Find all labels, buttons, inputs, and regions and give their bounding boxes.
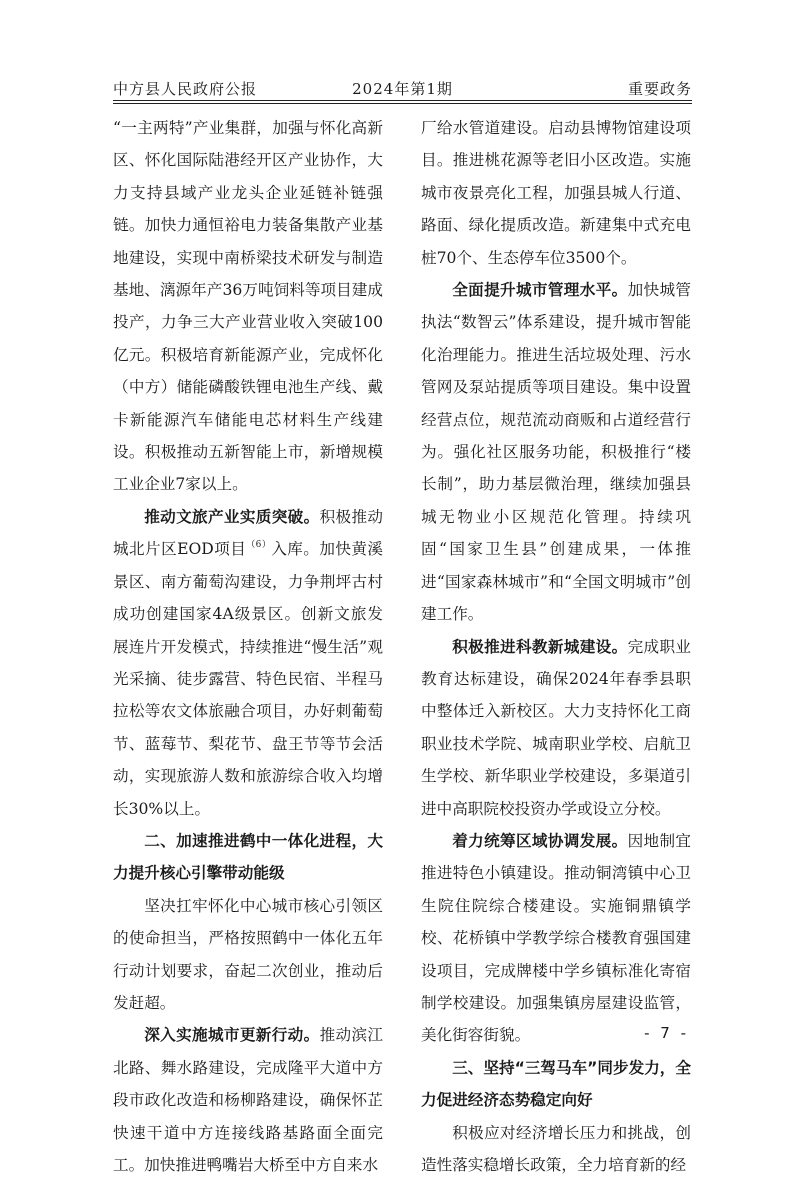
paragraph: 坚决扛牢怀化中心城市核心引领区的使命担当，严格按照鹤中一体化五年行动计划要求，奋起二次创业，推动后发赶超。 <box>113 896 383 1012</box>
section-heading: 三、坚持“三驾马车”同步发力，全力促进经济态势稳定向好 <box>421 1058 691 1110</box>
paragraph <box>421 631 691 825</box>
running-header <box>113 74 692 100</box>
paragraph-text: 入库。加快黄溪景区、南方葡萄沟建设，力争荆坪古村成功创建国家4A级景区。创新文旅发展连片开发模式，持续推进“慢生活”观光采摘、徒步露营、特色民宿、半程马拉松等农文体旅融合项目，办好刺葡萄节、蓝莓节、梨花节、盘王节等节会活动，实现旅游人数和旅游综合收入均增长30%以上。 <box>113 540 383 818</box>
section-heading: 二、加速推进鹤中一体化进程，大力提升核心引擎带动能级 <box>113 831 383 883</box>
paragraph: 积极应对经济增长压力和挑战，创造性落实稳增长政策，全力培育新的经 <box>421 1123 691 1174</box>
paragraph <box>113 1019 383 1181</box>
paragraph: “一主两特”产业集群，加强与怀化高新区、怀化国际陆港经开区产业协作，大力支持县域产业龙头企业延链补链强链。加快力通恒裕电力装备集散产业基地建设，实现中南桥梁技术研发与制造基地、漓源年产36万吨饲料等项目建成投产，力争三大产业营业收入突破100亿元。积极培育新能源产业，完成怀化（中方）储能磷酸铁锂电池生产线、戴卡新能源汽车储能电芯材料生产线建设。积极推动五新智能上市，新增规模工业企业7家以上。 <box>113 119 383 494</box>
paragraph-text: 积极推动城北片区EOD项目 <box>113 507 383 559</box>
footnote-marker: （6） <box>246 540 272 551</box>
paragraph-lead: 全面提升城市管理水平。 <box>452 281 628 300</box>
paragraph: 厂给水管道建设。启动县博物馆建设项目。推进桃花源等老旧小区改造。实施城市夜景亮化工程，加强县城人行道、路面、绿化提质改造。新建集中式充电桩70个、生态停车位3500个。 <box>421 119 691 267</box>
page-number: - 7 - <box>644 1024 689 1042</box>
header-rule <box>113 100 692 101</box>
paragraph-lead: 推动文旅产业实质突破。 <box>144 507 320 526</box>
paragraph <box>421 274 691 630</box>
paragraph-text: 加快城管执法“数智云”体系建设，提升城市智能化治理能力。推进生活垃圾处理、污水管网及泵站提质等项目建设。集中设置经营点位，规范流动商贩和占道经营行为。强化社区服务功能，积极推行“楼长制”，助力基层微治理，继续加强县城无物业小区规范化管理。持续巩固“国家卫生县”创建成果，一体推进“国家森林城市”和“全国文明城市”创建工作。 <box>421 281 691 624</box>
left-column <box>113 112 383 1181</box>
paragraph-lead: 深入实施城市更新行动。 <box>144 1026 320 1045</box>
paragraph <box>113 501 383 825</box>
header-rule-thin <box>113 103 692 104</box>
paragraph-text: 完成职业教育达标建设，确保2024年春季县职中整体迁入新校区。大力支持怀化工商职业技术学院、城南职业学校、启航卫生学校、新华职业学校建设，多渠道引进中高职院校投资办学或设立分校。 <box>421 637 691 818</box>
paragraph-text: 因地制宜推进特色小镇建设。推动铜湾镇中心卫生院住院综合楼建设。实施铜鼎镇学校、花桥镇中学教学综合楼教育强国建设项目，完成牌楼中学乡镇标准化寄宿制学校建设。加强集镇房屋建设监管，美化街容街貌。 <box>421 831 691 1045</box>
issue-number: 2024年第1期 <box>352 80 453 98</box>
section-name: 重要政务 <box>627 80 692 98</box>
paragraph-lead: 积极推进科教新城建设。 <box>452 637 628 656</box>
paragraph-lead: 着力统筹区域协调发展。 <box>452 831 628 850</box>
paragraph-text: 推动滨江北路、舞水路建设，完成隆平大道中方段市政化改造和杨柳路建设，确保怀芷快速干道中方连接线路基路面全面完工。加快推进鸭嘴岩大桥至中方自来水 <box>113 1026 383 1174</box>
right-column <box>421 112 691 1181</box>
publication-name: 中方县人民政府公报 <box>113 80 258 98</box>
paragraph <box>421 825 691 1052</box>
